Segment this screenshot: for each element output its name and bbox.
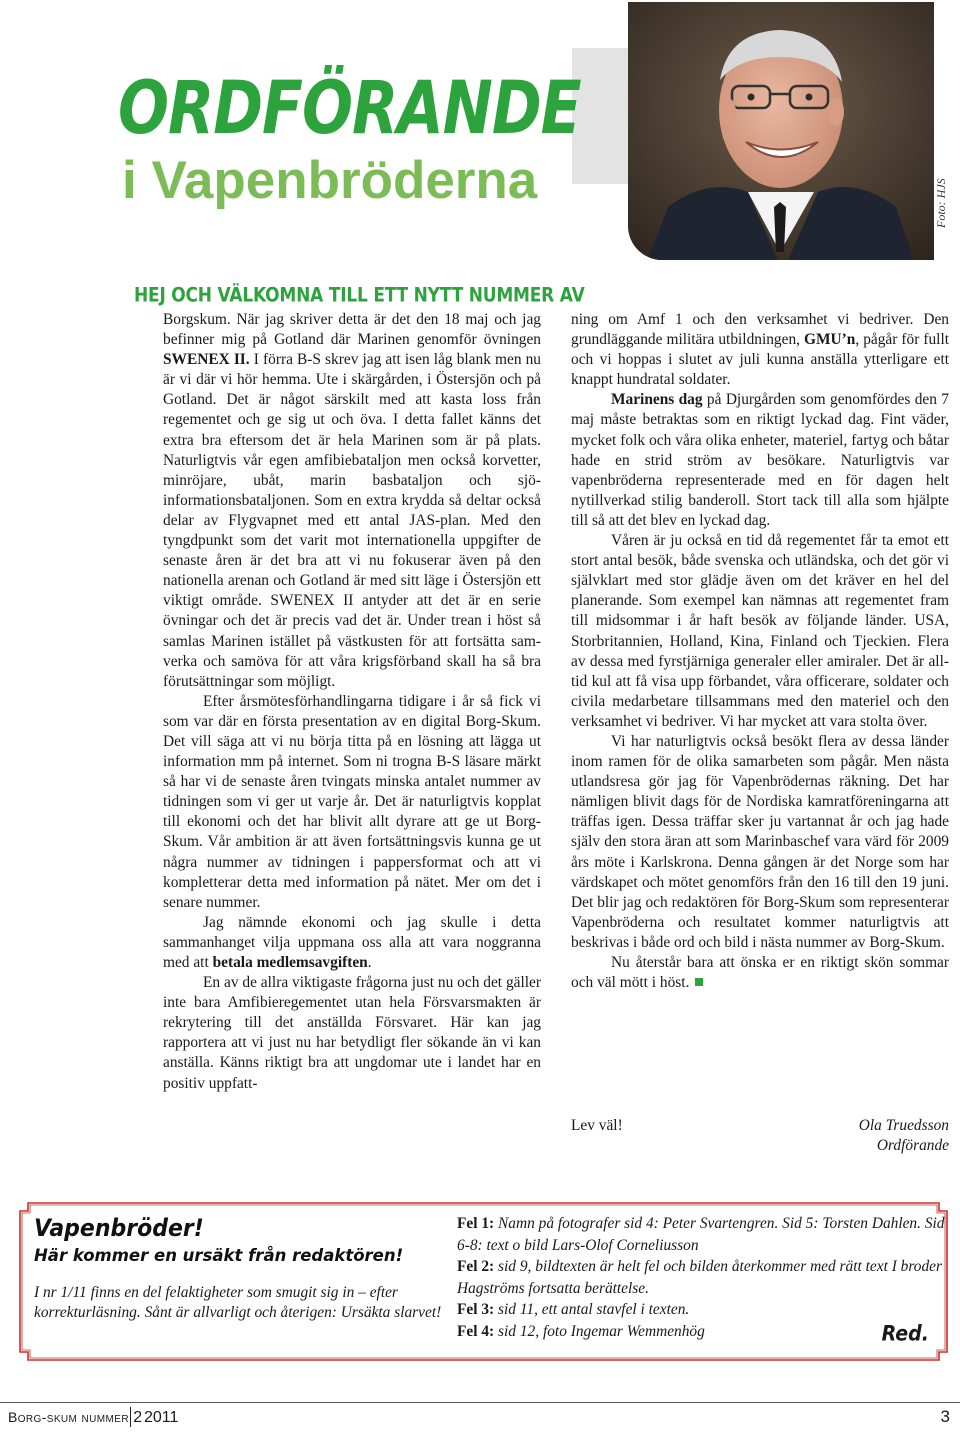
text-run: på Djurgården som genomfördes den 7 maj måste betraktas som en riktigt lyckad dag. Fint väder, mycket folk och våra olika enheter, materiel, fartyg och båtar hade en strid ström av besökare. Naturligtvis var vapenbröderna representerade med en för dagen helt nytillverkad stilig banderoll. Stort tack till alla som hjälpte till så att det blev en lyckad dag. [571, 391, 949, 529]
notice-subheading: Här kommer en ursäkt från redaktören! [34, 1246, 404, 1265]
text-run: . [367, 954, 372, 971]
article-lead: HEJ OCH VÄLKOMNA TILL ETT NYTT NUMMER AV [134, 284, 585, 307]
page-number: 3 [940, 1407, 950, 1426]
page-title: ORDFÖRANDE [118, 66, 581, 152]
author [859, 1116, 949, 1156]
text-run: Borgskum. När jag skriver detta är det den 18 maj och jag befinner mig på Gotland där Marinen genomför övningen [163, 311, 541, 349]
errata-label: Fel 1: [457, 1215, 495, 1232]
magazine-name: Borg-skum nummer [8, 1409, 129, 1425]
issue-number: 2 [133, 1409, 143, 1426]
paragraph [571, 390, 949, 531]
paragraph: Efter årsmötesförhandlingarna tidigare i år så fick vi som var där en första presentation av en digital Borg-Skum. Det vill säga att vi nu börja titta på en lösning att lägga ut information mm på internet. Som ni trogna B-S läsare märkt så har vi de senaste åren tvingats minska antalet nummer av tidningen som vi ger ut varje år. Det är naturligtvis kopplat till ekonomi och det har blivit allt dyrare att ge ut Borg-Skum. Vår ambition är att även fortsättningsvis kunna ge ut några nummer av tidningen i pappersformat och att vi kompletterar detta med information på nätet. Mer om det i senare nummer. [163, 692, 541, 911]
photo-credit: Foto: HJS [934, 178, 948, 228]
paragraph: En av de allra viktigaste frågorna just nu och det gäller inte bara Amfibieregementet utan hela Försvarsmakten är rekrytering till det anställda Försvaret. Här kan jag rapportera att vi just nu har betydligt fler sökande än vi kan anställa. Känns riktigt bra att ungdomar ute i landet har en positiv uppfatt- [163, 974, 541, 1092]
paragraph [163, 913, 541, 973]
text-run: Jag nämnde ekonomi och jag skulle i detta sammanhanget vilja uppmana oss alla att vara noggranna med att [163, 913, 541, 971]
errata-list [457, 1213, 947, 1342]
paragraph: Våren är ju också en tid då regementet får ta emot ett stort antal besök, både svenska och utländska, och det gör vi självklart med stor glädje även om det kräver en hel del planerande. Som exempel kan nämnas att regementet fram till midsommar i år haft besök av följande länder. USA, Storbritannien, Holland, Kina, Finland och Tjeckien. Flera av dessa med fyrstjärniga generaler eller amiraler. Det är alltid kul att få visa upp förbandet, våra officerare, soldater och civila medarbetare tillsammans med den materiel och den verksamhet vi bedriver. Vi har mycket att vara stolta över. [571, 532, 949, 730]
paragraph: Vi har naturligtvis också besökt flera av dessa länder inom ramen för de olika samarbeten som pågår. Men nästa utlandsresa gör jag för Vapenbrödernas räkning. Det har nämligen blivit dags för de Nordiska kamratföreningarna att träffas igen. Dessa träffar sker ju vartannat år och jag hade själv den stora äran att som Marinbaschef vara värd för 2009 års möte i Karlskrona. Denna gången är det Norge som har värdskapet och mötet genomförs från den 16 till den 19 juni. Det blir jag och redaktören för Borg-Skum som representerar Vapenbröderna och resultatet kommer naturligtvis att beskrivas i både ord och bild i nästa nummer av Borg-Skum. [571, 732, 949, 951]
portrait-photo [628, 2, 934, 260]
text-run: ning om Amf 1 och den verksamhet vi bedriver. Den grundläggande militära utbildningen, [571, 311, 949, 349]
notice-box [16, 1199, 951, 1364]
bold-text: betala medlemsavgiften [212, 954, 368, 971]
article-column-right [571, 310, 949, 993]
bold-text: SWENEX II. [163, 351, 250, 369]
errata-label: Fel 3: [457, 1301, 495, 1318]
errata-item [457, 1213, 947, 1256]
errata-item [457, 1299, 947, 1321]
errata-item [457, 1256, 947, 1299]
errata-label: Fel 2: [457, 1258, 495, 1275]
page-subtitle: i Vapenbröderna [122, 151, 538, 210]
page-footer [0, 1407, 960, 1431]
author-title: Ordförande [876, 1137, 949, 1155]
footer-separator [130, 1407, 131, 1427]
errata-text: sid 12, foto Ingemar Wemmenhög [498, 1322, 705, 1340]
end-of-article-icon [695, 978, 703, 986]
errata-text: sid 9, bildtexten är helt fel och bilden återkommer med rätt text I broder Hagströms fortsatta berättelse. [457, 1258, 943, 1297]
notice-text: I nr 1/11 finns en del felaktigheter som smugit sig in – efter korrekturläsning. Sånt är allvarligt och återigen: Ursäkta slarvet! [34, 1284, 442, 1321]
errata-item [457, 1321, 947, 1343]
text-run: , pågår för fullt och vi hoppas i slutet av juli kunna anställa ytterligare ett knappt hundratal soldater. [571, 331, 949, 389]
paragraph [571, 953, 949, 993]
footer-magazine [8, 1409, 143, 1427]
paragraph [163, 310, 541, 692]
footer-divider [0, 1402, 960, 1403]
author-name: Ola Truedsson [858, 1117, 949, 1134]
errata-text: sid 11, ett antal stavfel i texten. [498, 1301, 690, 1318]
footer-year: 2011 [144, 1409, 179, 1426]
editor-signature: Red. [881, 1321, 929, 1346]
article-column-left [163, 310, 541, 1094]
bold-text: Marinens dag [611, 391, 703, 409]
text-run: Nu återstår bara att önska er en riktigt skön sommar och väl mött i höst. [571, 954, 949, 992]
paragraph [571, 310, 949, 390]
bold-text: GMU’n [804, 331, 856, 349]
text-run: I förra B-S skrev jag att isen låg blank men nu är vi där vi hör hemma. Ute i skärgården, i Östersjön och på Gotland. Det är något särskilt med att kasta loss från regementet och ge sig ut och öva. I detta fallet känns det extra bra eftersom det är hela Marinen som är på plats. Naturligtvis vår egen amfibiebataljon men också korvetter, minröjare, ubåt, marin basbataljon och sjöinformationsbataljonen. Som en extra krydda så deltar också delar av Flygvapnet med ett antal JAS-plan. Med den tyngdpunkt som det varit mot internationella uppgifter de senaste åren är det bra att vi nu fokuserar även på den nationella arenan och Gotland är med sitt läge i Östersjön ett viktigt område. SWENEX II antyder att det är en serie övningar och det är precis vad det är. Under trean i höst så samlas Marinen istället på västkusten för att fortsätta samverka och samöva för att våra krigsförband skall ha så bra förutsättningar som möjligt. [163, 351, 542, 690]
errata-text: Namn på fotografer sid 4: Peter Svartengren. Sid 5: Torsten Dahlen. Sid 6-8: text o bild Lars-Olof Corneliusson [457, 1215, 945, 1254]
errata-label: Fel 4: [457, 1322, 495, 1340]
notice-heading: Vapenbröder! [34, 1215, 204, 1243]
signoff: Lev väl! [571, 1117, 623, 1134]
